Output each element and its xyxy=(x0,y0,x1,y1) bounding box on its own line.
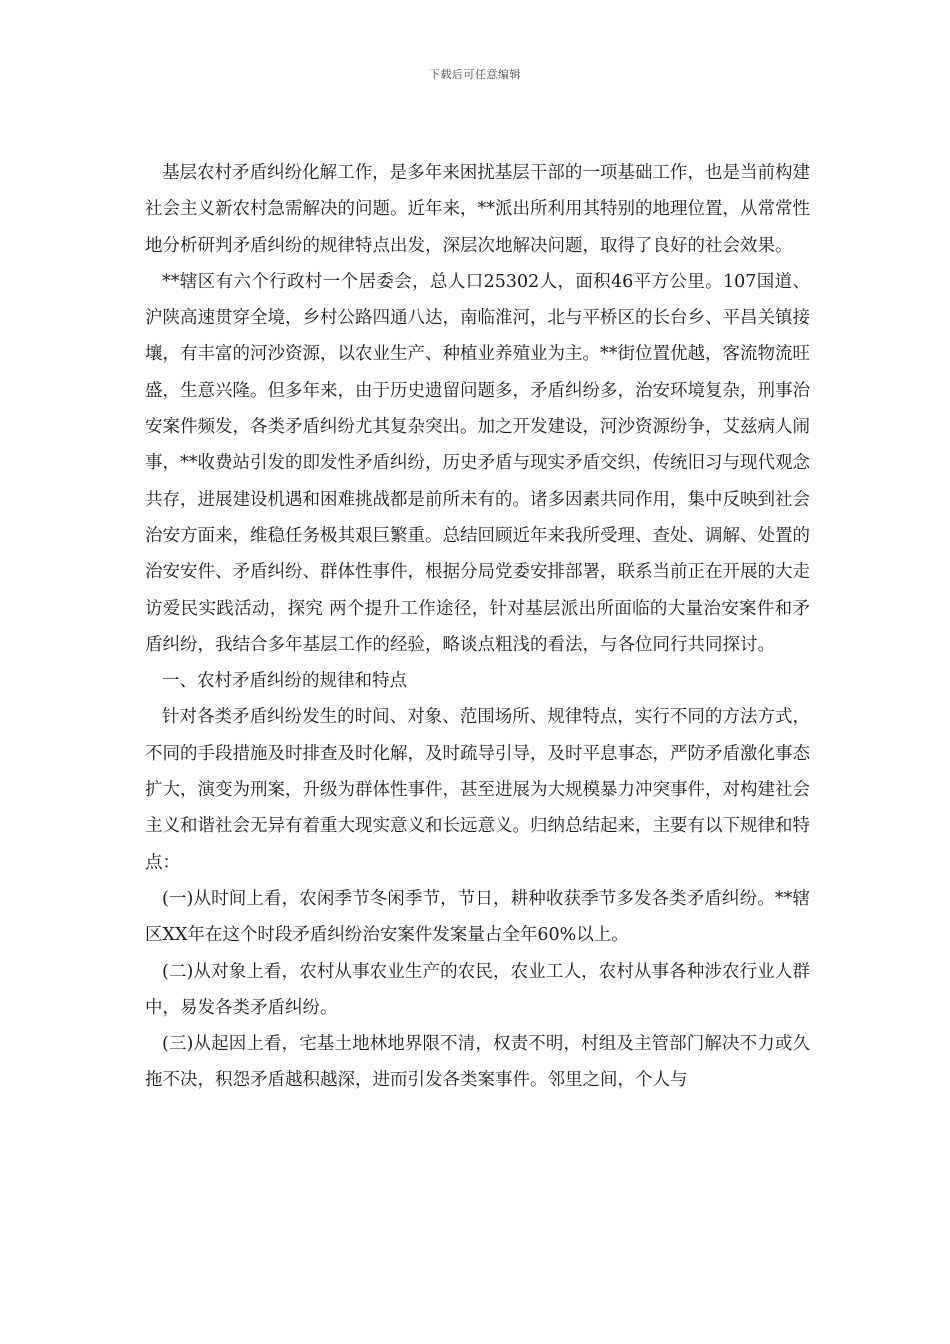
section-heading: 一、农村矛盾纠纷的规律和特点 xyxy=(162,671,407,692)
paragraph-point-1: (一)从时间上看，农闲季节冬闲季节，节日，耕种收获季节多发各类矛盾纠纷。**辖区XX年在这个时段矛盾纠纷治安案件发案量占全年60%以上。 xyxy=(145,888,810,946)
paragraph-background: **辖区有六个行政村一个居委会，总人口25302人，面积46平方公里。107国道、沪陕高速贯穿全境，乡村公路四通八达，南临淮河，北与平桥区的长台乡、平昌关镇接壤，有丰富的河沙资源，以农业生产、种植业养殖业为主。**街位置优越，客流物流旺盛，生意兴隆。但多年来，由于历史遗留问题多，矛盾纠纷多，治安环境复杂，刑事治安案件频发，各类矛盾纠纷尤其复杂突出。加之开发建设，河沙资源纷争，艾兹病人闹事，**收费站引发的即发性矛盾纠纷，历史矛盾与现实矛盾交织，传统旧习与现代观念共存，进展建设机遇和困难挑战都是前所未有的。诸多因素共同作用，集中反映到社会治安方面来，维稳任务极其艰巨繁重。总结回顾近年来我所受理、查处、调解、处置的治安安件、矛盾纠纷、群体性事件，根据分局党委安排部署，联系当前正在开展的大走访爱民实践活动，探究 两个提升工作途径，针对基层派出所面临的大量治安案件和矛盾纠纷，我结合多年基层工作的经验，略谈点粗浅的看法，与各位同行共同探讨。 xyxy=(145,271,810,655)
page-header: 下载后可任意编辑 xyxy=(429,68,521,81)
paragraph-point-2: (二)从对象上看，农村从事农业生产的农民，农业工人，农村从事各种涉农行业人群中，易发各类矛盾纠纷。 xyxy=(145,961,810,1018)
paragraph-intro: 基层农村矛盾纠纷化解工作，是多年来困扰基层干部的一项基础工作，也是当前构建社会主义新农村急需解决的问题。近年来，**派出所利用其特别的地理位置，从常常性地分析研判矛盾纠纷的规律特点出发，深层次地解决问题，取得了良好的社会效果。 xyxy=(145,163,810,256)
paragraph-overview: 针对各类矛盾纠纷发生的时间、对象、范围场所、规律特点，实行不同的方法方式，不同的手段措施及时排查及时化解，及时疏导引导，及时平息事态，严防矛盾激化事态扩大，演变为刑案，升级为群体性事件，甚至进展为大规模暴力冲突事件，对构建社会主义和谐社会无异有着重大现实意义和长远意义。归纳总结起来，主要有以下规律和特点： xyxy=(145,707,810,873)
document-body xyxy=(145,155,810,1099)
paragraph-point-3: (三)从起因上看，宅基土地林地界限不清，权责不明，村组及主管部门解决不力或久拖不决，积怨矛盾越积越深，进而引发各类案事件。邻里之间，个人与 xyxy=(145,1034,810,1091)
